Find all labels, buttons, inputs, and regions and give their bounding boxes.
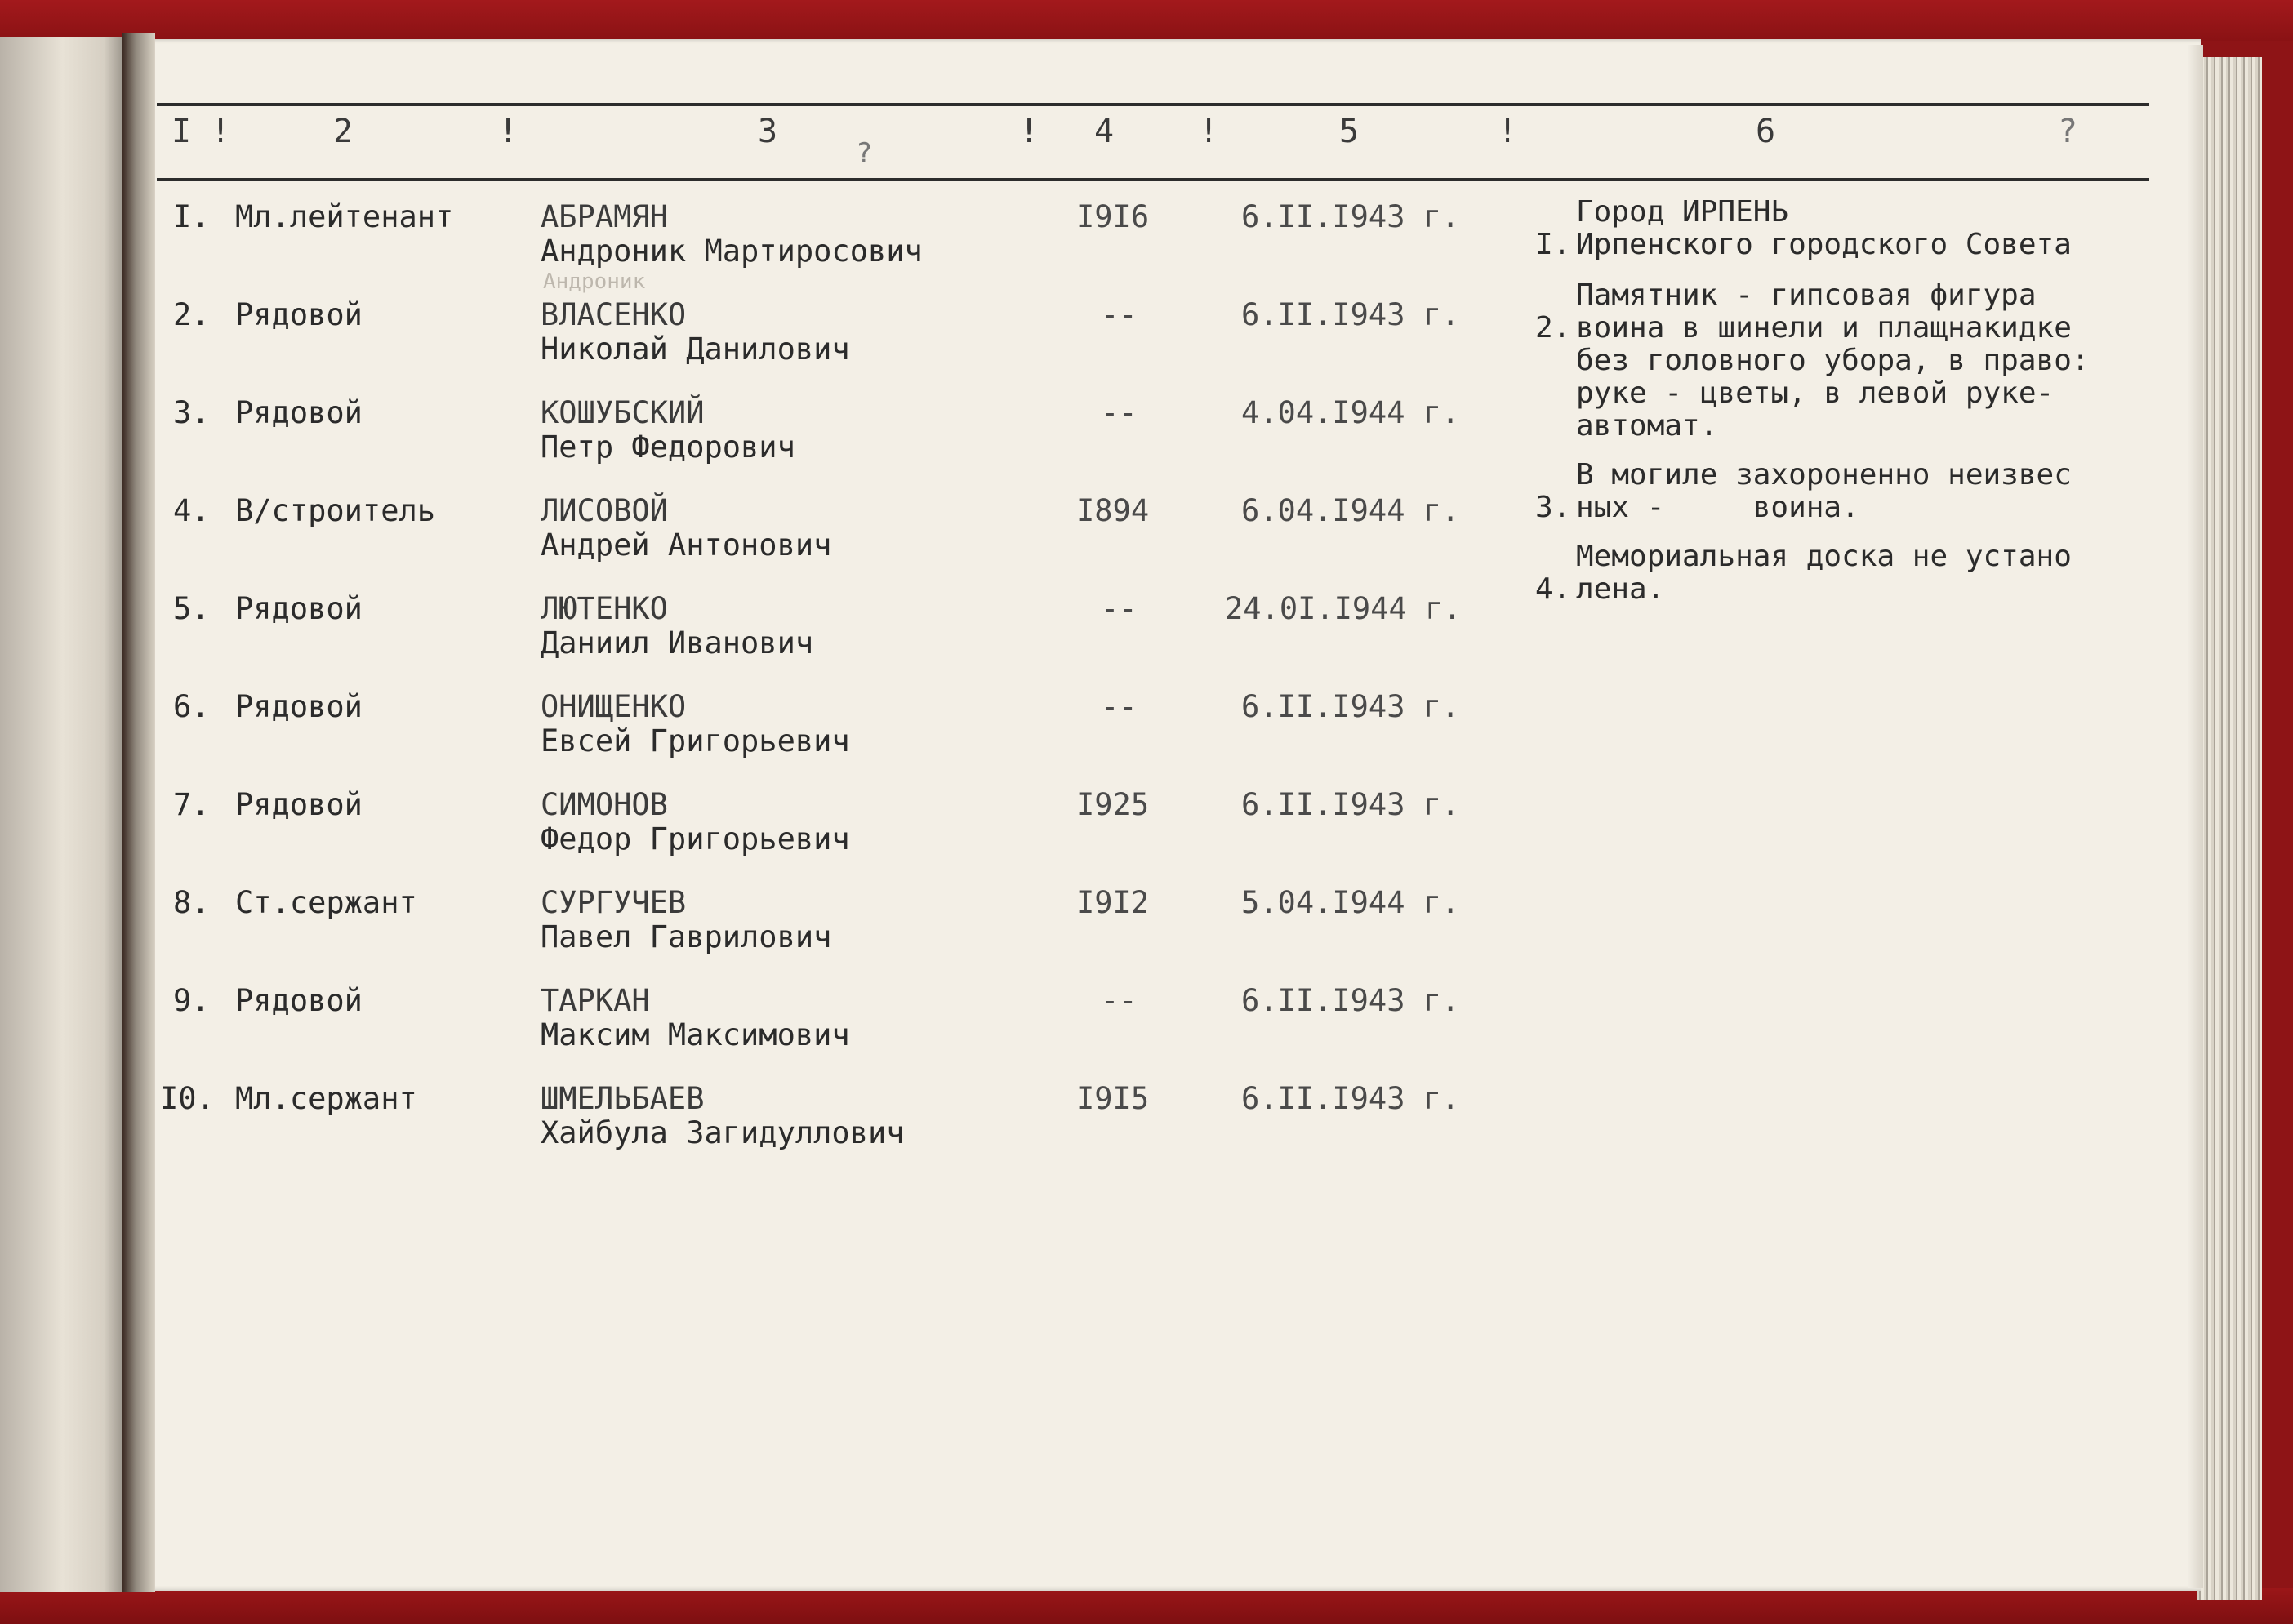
date-of-death: 6.II.I943 г. [1241, 983, 1460, 1018]
surname: ОНИЩЕНКО [541, 689, 687, 724]
row-number: 6. [173, 689, 210, 724]
note-number: 4. [1535, 572, 1571, 606]
birth-year: -- [1101, 591, 1138, 626]
surname: ЛЮТЕНКО [541, 591, 668, 626]
header-separator: ! [211, 113, 231, 150]
header-top-rule [157, 103, 2149, 106]
note-line: В могиле захороненно неизвес [1576, 458, 2072, 492]
surname: ТАРКАН [541, 983, 650, 1018]
note-number: 2. [1535, 311, 1571, 345]
row-number: 9. [173, 983, 210, 1018]
date-of-death: 24.0I.I944 г. [1225, 591, 1462, 626]
date-of-death: 6.II.I943 г. [1241, 1081, 1460, 1116]
birth-year: -- [1101, 689, 1138, 724]
date-of-death: 6.II.I943 г. [1241, 297, 1460, 332]
header-col-6: 6 [1756, 113, 1776, 150]
note-line: автомат. [1576, 409, 1718, 443]
header-separator: ! [1498, 113, 1518, 150]
book-cover-top [0, 0, 2293, 41]
date-of-death: 6.04.I944 г. [1241, 493, 1460, 528]
surname: ЛИСОВОЙ [541, 493, 668, 528]
note-line: ных - воина. [1576, 491, 1859, 524]
row-number: 3. [173, 395, 210, 430]
surname: АБРАМЯН [541, 199, 668, 234]
faint-offset-text: Андроник [543, 269, 646, 294]
note-item [1535, 541, 2172, 704]
rank: Мл.лейтенант [235, 199, 454, 234]
date-of-death: 6.II.I943 г. [1241, 199, 1460, 234]
rank: Ст.сержант [235, 885, 417, 920]
given-names: Даниил Иванович [541, 625, 814, 661]
date-of-death: 6.II.I943 г. [1241, 787, 1460, 822]
rank: Рядовой [235, 689, 363, 724]
given-names: Андрей Антонович [541, 527, 832, 563]
note-line: Город ИРПЕНЬ [1576, 195, 1789, 229]
birth-year: I9I2 [1076, 885, 1150, 920]
surname: ШМЕЛЬБАЕВ [541, 1081, 705, 1116]
birth-year: -- [1101, 395, 1138, 430]
header-col-1: I [171, 113, 192, 150]
rank: Рядовой [235, 297, 363, 332]
birth-year: I9I5 [1076, 1081, 1150, 1116]
rank: Рядовой [235, 983, 363, 1018]
date-of-death: 6.II.I943 г. [1241, 689, 1460, 724]
row-number: 7. [173, 787, 210, 822]
given-names: Андроник Мартиросович [541, 234, 923, 269]
header-col-2: 2 [333, 113, 354, 150]
surname: СИМОНОВ [541, 787, 668, 822]
birth-year: I894 [1076, 493, 1150, 528]
surname: ВЛАСЕНКО [541, 297, 687, 332]
note-line: воина в шинели и плащнакидке [1576, 311, 2072, 345]
row-number: 2. [173, 297, 210, 332]
handwritten-question-mark: ? [856, 137, 873, 170]
rank: Мл.сержант [235, 1081, 417, 1116]
note-line: лена. [1576, 572, 1665, 606]
note-line: Памятник - гипсовая фигура [1576, 278, 2037, 312]
birth-year: -- [1101, 297, 1138, 332]
rank: В/строитель [235, 493, 436, 528]
date-of-death: 5.04.I944 г. [1241, 885, 1460, 920]
header-separator: ! [498, 113, 519, 150]
note-line: руке - цветы, в левой руке- [1576, 376, 2055, 410]
note-line: Ирпенского городского Совета [1576, 228, 2072, 261]
given-names: Петр Федорович [541, 429, 795, 465]
given-names: Николай Данилович [541, 331, 850, 367]
note-number: 3. [1535, 491, 1571, 524]
birth-year: I9I6 [1076, 199, 1150, 234]
note-line: без головного убора, в право: [1576, 344, 2090, 377]
row-number: I. [173, 199, 210, 234]
header-separator: ! [1199, 113, 1219, 150]
birth-year: I925 [1076, 787, 1150, 822]
header-col-4: 4 [1094, 113, 1115, 150]
given-names: Хайбула Загидуллович [541, 1115, 905, 1150]
note-line: Мемориальная доска не устано [1576, 540, 2072, 573]
left-page [0, 37, 139, 1592]
birth-year: -- [1101, 983, 1138, 1018]
page-right-edge [2188, 45, 2203, 1588]
given-names: Федор Григорьевич [541, 821, 850, 856]
handwritten-question-mark: ? [2058, 113, 2078, 150]
row-number: I0. [160, 1081, 215, 1116]
spine-shadow [122, 33, 155, 1592]
row-number: 4. [173, 493, 210, 528]
given-names: Павел Гаврилович [541, 919, 832, 954]
rank: Рядовой [235, 591, 363, 626]
given-names: Максим Максимович [541, 1017, 850, 1052]
row-number: 5. [173, 591, 210, 626]
header-col-3: 3 [758, 113, 778, 150]
header-col-5: 5 [1339, 113, 1360, 150]
header-separator: ! [1019, 113, 1040, 150]
header-bottom-rule [157, 178, 2149, 181]
rank: Рядовой [235, 787, 363, 822]
page-edges [2197, 57, 2262, 1600]
rank: Рядовой [235, 395, 363, 430]
book-cover-bottom [0, 1588, 2293, 1624]
surname: КОШУБСКИЙ [541, 395, 705, 430]
note-number: I. [1535, 228, 1571, 261]
given-names: Евсей Григорьевич [541, 723, 850, 759]
row-number: 8. [173, 885, 210, 920]
surname: СУРГУЧЕВ [541, 885, 687, 920]
date-of-death: 4.04.I944 г. [1241, 395, 1460, 430]
